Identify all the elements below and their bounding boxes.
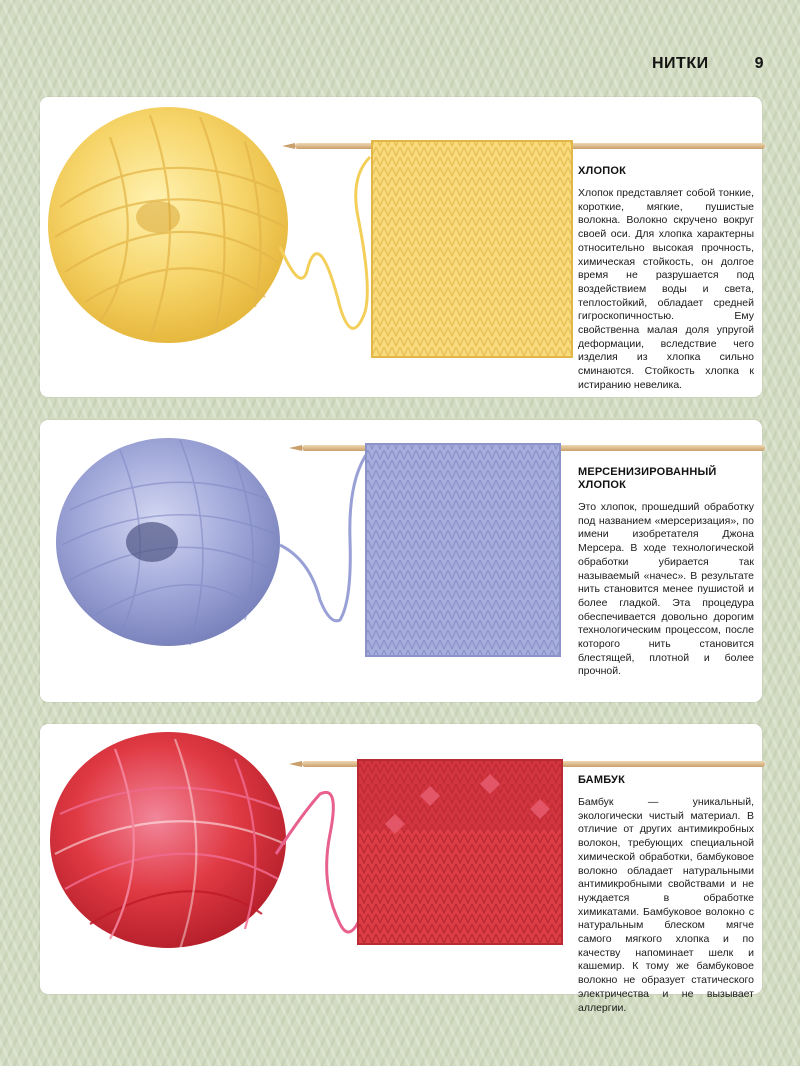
panel-cotton (40, 97, 762, 397)
section-body-cotton: Хлопок представляет собой тонкие, короткие, мягкие, пушистые волокна. Волокно скручено вокруг своей оси. Для хлопка характерны относительно высокая прочность, химическая стойкость, он долгое время не разрушается под воздействием воды и света, теплостойкий, обладает средней гигроскопичностью. Ему свойственна малая доля упругой деформации, вследствие чего изделия из хлопка сильно сминаются. Стойкость хлопка к истиранию невелика. (578, 187, 754, 391)
red-knit-swatch-icon (358, 760, 562, 944)
section-title-mercerized: МЕРСЕНИЗИРОВАННЫЙ ХЛОПОК (578, 466, 717, 491)
panel-bamboo (40, 724, 762, 1014)
section-title-bamboo: БАМБУК (578, 774, 625, 786)
lavender-knit-swatch-icon (366, 444, 560, 656)
page-header (652, 52, 764, 76)
section-body-bamboo: Бамбук — уникальный, экологически чистый материал. В отличие от других антимикробных волокон, требующих специальной химической обработки, бамбуковое волокно обладает натуральными антимикробными свойствами и не нуждается в обработке химикатами. Бамбуковое волокно с натуральным блеском мягче самого мягкого хлопка и по качеству напоминает шелк и кашемир. К тому же бамбуковое волокно не образует статического электричества и не вызывает аллергии. (578, 796, 754, 1014)
mercerized-text-block (578, 466, 754, 679)
section-title-cotton: ХЛОПОК (578, 165, 626, 177)
page-number: 9 (754, 55, 764, 72)
bamboo-text-block (578, 774, 754, 1015)
yellow-knit-swatch-icon (372, 141, 572, 357)
cotton-text-block (578, 165, 754, 393)
panel-mercerized-cotton (40, 420, 762, 702)
yellow-yarn-ball-icon (48, 107, 370, 343)
section-title: НИТКИ (652, 55, 709, 72)
lavender-yarn-ball-icon (56, 438, 368, 646)
section-body-mercerized: Это хлопок, прошедший обработку под названием «мерсеризация», по имени изобретателя Джона Мерсера. В ходе технологической обработки убирается так называемый «начес». В результате нить становится менее пушистой и более гладкой. Эта процедура обеспечивается довольно дорогим технологическим процессом, после которого нить становится блестящей, плотной и более прочной. (578, 501, 754, 678)
